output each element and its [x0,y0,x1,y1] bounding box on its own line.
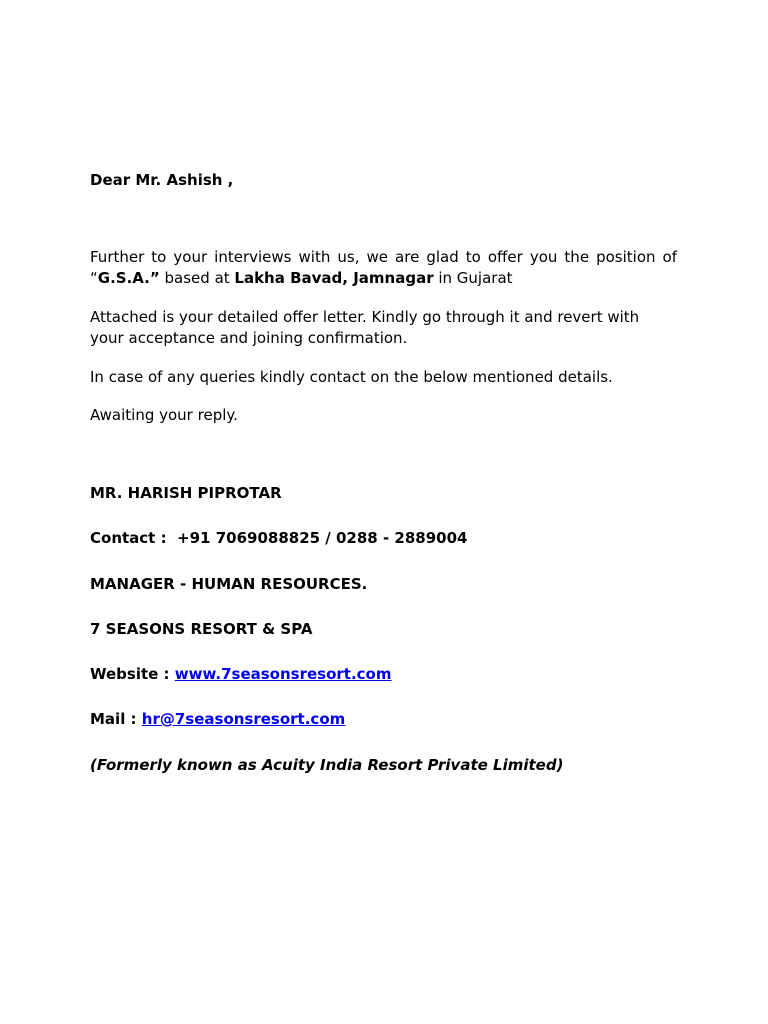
paragraph-attachment-line-1: Attached is your detailed offer letter. Kindly go through it and revert with [90,308,640,326]
contact-label: Contact : [90,529,167,547]
contact-line [90,528,467,548]
state-text: in Gujarat [433,269,513,287]
website-link[interactable]: www.7seasonsresort.com [174,665,392,683]
formerly-known-as: (Formerly known as Acuity India Resort Private Limited) [90,756,564,774]
salutation: Dear Mr. Ashish , [90,171,234,189]
paragraph-closing: Awaiting your reply. [90,406,238,424]
company-name: 7 SEASONS RESORT & SPA [90,620,313,638]
based-at-text: based at [159,269,235,287]
signatory-designation: MANAGER - HUMAN RESOURCES. [90,575,368,593]
job-location: Lakha Bavad, Jamnagar [234,269,434,287]
signatory-name: MR. HARISH PIPROTAR [90,484,282,502]
paragraph-queries: In case of any queries kindly contact on the below mentioned details. [90,368,613,386]
paragraph-offer-line-2 [90,268,513,288]
position-title: G.S.A.” [97,269,160,287]
paragraph-offer-line-1: Further to your interviews with us, we are glad to offer you the position of [90,248,677,266]
contact-phone: +91 7069088825 / 0288 - 2889004 [171,529,468,547]
website-line [90,664,392,684]
paragraph-attachment-line-2: your acceptance and joining confirmation. [90,329,408,347]
website-label: Website : [90,665,175,683]
mail-line [90,709,345,729]
mail-label: Mail : [90,710,142,728]
open-quote: “ [90,269,98,287]
mail-link[interactable]: hr@7seasonsresort.com [141,710,346,728]
